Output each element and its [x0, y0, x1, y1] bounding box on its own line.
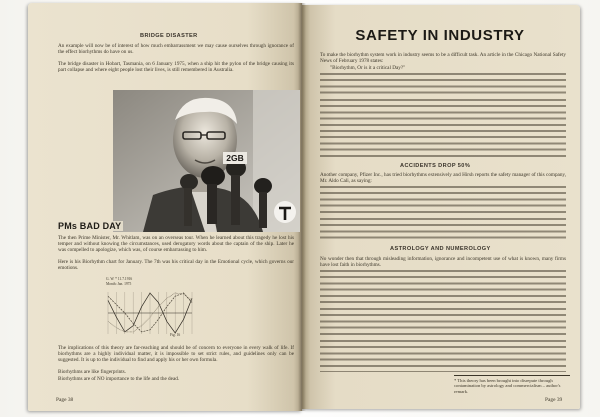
mic-label: 2GB: [226, 153, 244, 163]
intro-paragraph-2: The bridge disaster in Hobart, Tasmania, on 6 January 1975, when a ship hit the pylon of the bridge causing its part collapse and where eight people lost their lives, is still remembered in Australia.: [58, 61, 294, 74]
bullet-line-2: Biorhythms are of NO importance to the life and the dead.: [58, 376, 180, 382]
right-folio: Page 39: [545, 397, 563, 403]
bridge-disaster-heading: BRIDGE DISASTER: [140, 33, 198, 39]
astrology-heading: ASTROLOGY AND NUMEROLOGY: [390, 246, 491, 252]
chart-figure-label: Fig. 16: [170, 333, 181, 337]
chart-title: G. W. * 11.7.1916: [106, 277, 133, 281]
astrology-paragraph: No wonder then that through misleading information, ignorance and incompetent use of what is known, many firms have lost faith in biorhythms.: [320, 256, 566, 269]
chart-plot-area: [104, 288, 196, 340]
right-body-block-7: [320, 340, 566, 372]
right-body-block-1: [320, 73, 566, 95]
right-body-block-2: [320, 99, 566, 159]
photo-caption: PMs BAD DAY: [58, 221, 122, 231]
biorhythm-chart: [104, 277, 196, 340]
intro-paragraph-1: An example will now be of interest of how much embarrassment we may cause ourselves through ignorance of the effect biorhythms do have on us.: [58, 43, 294, 56]
chart-paragraph: Here is his Biorhythm chart for January. The 7th was his critical day in the Emotional cycle, which governs our emotions.: [58, 259, 294, 272]
closing-paragraph: The implications of this theory are far-reaching and should be of concern to everyone in every walk of life. If biorhythms are a highly individual matter, it is impossible to set strict rules, and guidelines only can be suggested. It is up to the individual to find and apply his or her own formula.: [58, 345, 294, 364]
right-body-block-5: [320, 270, 566, 304]
photo-paragraph: The then Prime Minister, Mr. Whitlam, was on an overseas tour. When he learned about this tragedy he lost his temper and without knowing the circumstances, used derogatory words about the captain of the ship. Later he was compelled to apologize, which was, of course embarrassing to him.: [58, 235, 294, 254]
accidents-heading: ACCIDENTS DROP 50%: [400, 163, 471, 169]
bullet-line-1: Biorhythms are like fingerprints.: [58, 369, 126, 375]
accidents-paragraph: Another company, Pfizer Inc., has tried biorhythms extensively and Hirsh reports the safety manager of this company, Mr. Aldo Cali, as saying:: [320, 172, 566, 185]
right-body-block-3: [320, 186, 566, 214]
right-quote-line: "Biorhythm, Or is it a critical Day?": [330, 65, 406, 71]
whitlam-photo: [113, 90, 300, 232]
right-intro-paragraph: To make the biorhythm system work in industry seems to be a difficult task. An article in the Chicago National Safety News of February 1978 states:: [320, 52, 566, 65]
left-folio: Page 38: [56, 397, 74, 403]
footnote-box: [454, 375, 570, 394]
right-body-block-4: [320, 218, 566, 242]
safety-in-industry-title: SAFETY IN INDUSTRY: [355, 27, 525, 44]
footnote-text: * This theory has been brought into disrepute through contamination by astrology and commercialism – author's remark.: [454, 378, 561, 394]
right-body-block-6: [320, 308, 566, 336]
photo-illustration: [113, 90, 300, 232]
chart-subtitle: Month: Jan. 1975: [106, 282, 132, 286]
